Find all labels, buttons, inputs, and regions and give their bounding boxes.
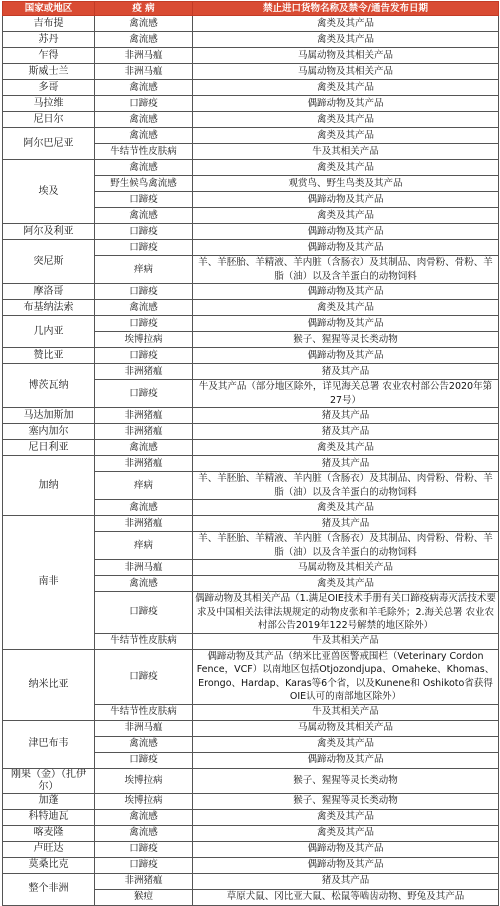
disease-cell: 口蹄疫 — [95, 192, 193, 208]
country-cell: 多哥 — [3, 80, 95, 96]
disease-cell: 非洲猪瘟 — [95, 873, 193, 889]
disease-cell: 牛结节性皮肤病 — [95, 633, 193, 649]
products-cell: 草原犬鼠、冈比亚大鼠、松鼠等啮齿动物、野兔及其产品 — [193, 889, 499, 905]
table-row — [3, 809, 499, 825]
table-row — [3, 16, 499, 32]
products-cell: 观赏鸟、野生鸟类及其产品 — [193, 176, 499, 192]
table-row — [3, 128, 499, 144]
disease-cell: 口蹄疫 — [95, 592, 193, 634]
disease-cell: 口蹄疫 — [95, 240, 193, 256]
country-cell: 斯威士兰 — [3, 64, 95, 80]
country-cell: 突尼斯 — [3, 240, 95, 284]
disease-cell: 禽流感 — [95, 500, 193, 516]
country-cell: 加蓬 — [3, 793, 95, 809]
disease-cell: 野生候鸟禽流感 — [95, 176, 193, 192]
header-products: 禁止进口货物名称及禁令/通告发布日期 — [193, 2, 499, 16]
country-cell: 博茨瓦纳 — [3, 364, 95, 408]
products-cell: 偶蹄动物及其产品 — [193, 284, 499, 300]
table-row — [3, 456, 499, 472]
products-cell: 禽类及其产品 — [193, 440, 499, 456]
disease-cell: 禽流感 — [95, 809, 193, 825]
disease-cell: 非洲马瘟 — [95, 560, 193, 576]
header-country: 国家或地区 — [3, 2, 95, 16]
products-cell: 偶蹄动物及其产品 — [193, 316, 499, 332]
country-cell: 刚果（金）（扎伊尔） — [3, 768, 95, 793]
disease-cell: 非洲猪瘟 — [95, 516, 193, 532]
disease-cell: 口蹄疫 — [95, 649, 193, 704]
table-row — [3, 408, 499, 424]
table-row — [3, 516, 499, 532]
products-cell: 偶蹄动物及其产品 — [193, 192, 499, 208]
country-cell: 几内亚 — [3, 316, 95, 348]
products-cell: 禽类及其产品 — [193, 160, 499, 176]
table-row — [3, 80, 499, 96]
products-cell: 猪及其产品 — [193, 456, 499, 472]
products-cell: 猪及其产品 — [193, 424, 499, 440]
country-cell: 纳米比亚 — [3, 649, 95, 720]
disease-cell: 禽流感 — [95, 300, 193, 316]
products-cell: 偶蹄动物及其产品（纳米比亚兽医警戒围栏（Veterinary Cordon Fence，VCF）以南地区包括Otjozondjupa、Omaheke、Khomas、Erongo、Hardap、Karas等6个省，以及Kunene和 Oshikoto省获得OIE认可的南部地区除外） — [193, 649, 499, 704]
disease-cell: 口蹄疫 — [95, 284, 193, 300]
country-cell: 尼日利亚 — [3, 440, 95, 456]
products-cell: 禽类及其产品 — [193, 112, 499, 128]
products-cell: 马属动物及其相关产品 — [193, 720, 499, 736]
disease-cell: 口蹄疫 — [95, 316, 193, 332]
disease-cell: 非洲马瘟 — [95, 48, 193, 64]
disease-cell: 非洲猪瘟 — [95, 364, 193, 380]
products-cell: 猪及其产品 — [193, 873, 499, 889]
import-ban-table — [2, 1, 499, 906]
products-cell: 禽类及其产品 — [193, 576, 499, 592]
disease-cell: 非洲马瘟 — [95, 720, 193, 736]
products-cell: 猪及其产品 — [193, 364, 499, 380]
disease-cell: 非洲猪瘟 — [95, 424, 193, 440]
country-cell: 卢旺达 — [3, 841, 95, 857]
disease-cell: 禽流感 — [95, 440, 193, 456]
disease-cell: 禽流感 — [95, 112, 193, 128]
country-cell: 阿尔巴尼亚 — [3, 128, 95, 160]
country-cell: 整个非洲 — [3, 873, 95, 905]
products-cell: 禽类及其产品 — [193, 300, 499, 316]
products-cell: 偶蹄动物及其相关产品（1.满足OIE技术手册有关口蹄疫病毒灭活技术要求及中国相关法律法规规定的动物皮张和羊毛除外；2.海关总署 农业农村部公告2019年122号解禁的地区除外） — [193, 592, 499, 634]
disease-cell: 禽流感 — [95, 576, 193, 592]
table-row — [3, 348, 499, 364]
products-cell: 羊、羊胚胎、羊精液、羊内脏（含肠衣）及其制品、肉骨粉、骨粉、羊脂（油）以及含羊蛋白的动物饲料 — [193, 256, 499, 284]
table-row — [3, 440, 499, 456]
disease-cell: 埃博拉病 — [95, 793, 193, 809]
table-row — [3, 424, 499, 440]
country-cell: 吉布提 — [3, 16, 95, 32]
products-cell: 偶蹄动物及其产品 — [193, 857, 499, 873]
products-cell: 猪及其产品 — [193, 408, 499, 424]
disease-cell: 非洲猪瘟 — [95, 408, 193, 424]
table-row — [3, 768, 499, 793]
products-cell: 牛及其产品（部分地区除外，详见海关总署 农业农村部公告2020年第27号） — [193, 380, 499, 408]
disease-cell: 埃博拉病 — [95, 332, 193, 348]
country-cell: 赞比亚 — [3, 348, 95, 364]
table-row — [3, 96, 499, 112]
products-cell: 猴子、猩猩等灵长类动物 — [193, 332, 499, 348]
table-row — [3, 240, 499, 256]
disease-cell: 禽流感 — [95, 128, 193, 144]
products-cell: 偶蹄动物及其产品 — [193, 841, 499, 857]
table-row — [3, 112, 499, 128]
header-disease: 疫 病 — [95, 2, 193, 16]
country-cell: 加纳 — [3, 456, 95, 516]
products-cell: 猴子、猩猩等灵长类动物 — [193, 768, 499, 793]
products-cell: 禽类及其产品 — [193, 809, 499, 825]
products-cell: 偶蹄动物及其产品 — [193, 752, 499, 768]
disease-cell: 痒病 — [95, 532, 193, 560]
table-row — [3, 793, 499, 809]
products-cell: 猴子、猩猩等灵长类动物 — [193, 793, 499, 809]
disease-cell: 禽流感 — [95, 736, 193, 752]
country-cell: 埃及 — [3, 160, 95, 224]
table-row — [3, 300, 499, 316]
disease-cell: 禽流感 — [95, 208, 193, 224]
products-cell: 猪及其产品 — [193, 516, 499, 532]
products-cell: 禽类及其产品 — [193, 80, 499, 96]
products-cell: 禽类及其产品 — [193, 32, 499, 48]
products-cell: 偶蹄动物及其产品 — [193, 96, 499, 112]
table-row — [3, 364, 499, 380]
table-row — [3, 857, 499, 873]
products-cell: 偶蹄动物及其产品 — [193, 348, 499, 364]
products-cell: 禽类及其产品 — [193, 16, 499, 32]
table-row — [3, 316, 499, 332]
disease-cell: 牛结节性皮肤病 — [95, 144, 193, 160]
table-row — [3, 873, 499, 889]
disease-cell: 牛结节性皮肤病 — [95, 704, 193, 720]
country-cell: 南非 — [3, 516, 95, 650]
table-row — [3, 32, 499, 48]
products-cell: 马属动物及其相关产品 — [193, 560, 499, 576]
disease-cell: 痒病 — [95, 256, 193, 284]
country-cell: 塞内加尔 — [3, 424, 95, 440]
disease-cell: 痒病 — [95, 472, 193, 500]
table-row — [3, 649, 499, 704]
disease-cell: 禽流感 — [95, 825, 193, 841]
table-row — [3, 720, 499, 736]
country-cell: 马达加斯加 — [3, 408, 95, 424]
disease-cell: 禽流感 — [95, 16, 193, 32]
products-cell: 禽类及其产品 — [193, 128, 499, 144]
country-cell: 阿尔及利亚 — [3, 224, 95, 240]
table-row — [3, 825, 499, 841]
products-cell: 禽类及其产品 — [193, 825, 499, 841]
table-row — [3, 841, 499, 857]
country-cell: 马拉维 — [3, 96, 95, 112]
disease-cell: 口蹄疫 — [95, 841, 193, 857]
products-cell: 马属动物及其相关产品 — [193, 48, 499, 64]
table-row — [3, 64, 499, 80]
table-row — [3, 224, 499, 240]
products-cell: 牛及其相关产品 — [193, 704, 499, 720]
country-cell: 津巴布韦 — [3, 720, 95, 768]
disease-cell: 埃博拉病 — [95, 768, 193, 793]
disease-cell: 口蹄疫 — [95, 348, 193, 364]
table-row — [3, 160, 499, 176]
disease-cell: 口蹄疫 — [95, 752, 193, 768]
products-cell: 羊、羊胚胎、羊精液、羊内脏（含肠衣）及其制品、肉骨粉、骨粉、羊脂（油）以及含羊蛋白的动物饲料 — [193, 532, 499, 560]
products-cell: 马属动物及其相关产品 — [193, 64, 499, 80]
country-cell: 布基纳法索 — [3, 300, 95, 316]
products-cell: 牛及其相关产品 — [193, 633, 499, 649]
country-cell: 尼日尔 — [3, 112, 95, 128]
products-cell: 禽类及其产品 — [193, 500, 499, 516]
country-cell: 乍得 — [3, 48, 95, 64]
products-cell: 牛及其相关产品 — [193, 144, 499, 160]
disease-cell: 禽流感 — [95, 32, 193, 48]
disease-cell: 口蹄疫 — [95, 224, 193, 240]
country-cell: 喀麦隆 — [3, 825, 95, 841]
country-cell: 摩洛哥 — [3, 284, 95, 300]
disease-cell: 禽流感 — [95, 160, 193, 176]
disease-cell: 猴痘 — [95, 889, 193, 905]
disease-cell: 口蹄疫 — [95, 857, 193, 873]
table-row — [3, 48, 499, 64]
products-cell: 禽类及其产品 — [193, 208, 499, 224]
country-cell: 苏丹 — [3, 32, 95, 48]
table-body — [3, 16, 499, 906]
country-cell: 科特迪瓦 — [3, 809, 95, 825]
products-cell: 偶蹄动物及其产品 — [193, 224, 499, 240]
products-cell: 偶蹄动物及其产品 — [193, 240, 499, 256]
disease-cell: 禽流感 — [95, 80, 193, 96]
products-cell: 禽类及其产品 — [193, 736, 499, 752]
disease-cell: 口蹄疫 — [95, 96, 193, 112]
country-cell: 莫桑比克 — [3, 857, 95, 873]
header-row — [3, 2, 499, 16]
products-cell: 羊、羊胚胎、羊精液、羊内脏（含肠衣）及其制品、肉骨粉、骨粉、羊脂（油）以及含羊蛋白的动物饲料 — [193, 472, 499, 500]
table-row — [3, 284, 499, 300]
disease-cell: 非洲马瘟 — [95, 64, 193, 80]
disease-cell: 非洲猪瘟 — [95, 456, 193, 472]
disease-cell: 口蹄疫 — [95, 380, 193, 408]
